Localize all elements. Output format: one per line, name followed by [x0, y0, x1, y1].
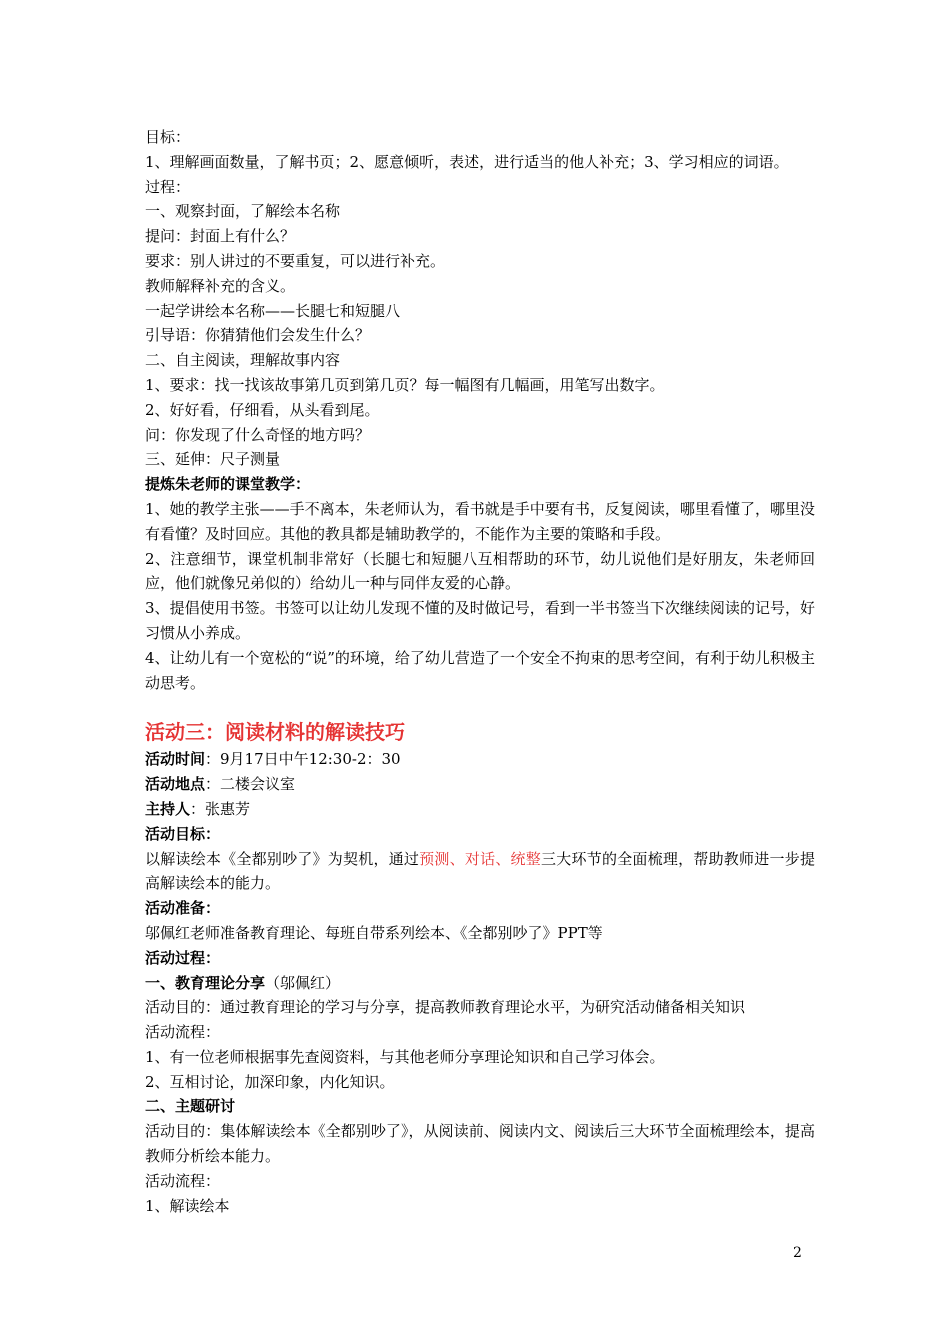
section1-step-1: 1、有一位老师根据事先查阅资料，与其他老师分享理论知识和自己学习体会。: [145, 1047, 665, 1066]
process-label: 过程：: [145, 177, 191, 196]
activity-place: [145, 772, 815, 797]
activity-goal-text: [145, 847, 815, 897]
section1-step-2: 2、互相讨论，加深印象，内化知识。: [145, 1072, 395, 1091]
summary-item-2: 2、注意细节，课堂机制非常好（长腿七和短腿八互相帮助的环节，幼儿说他们是好朋友，朱老师回应，他们就像兄弟似的）给幼儿一种与同伴友爱的心静。: [145, 549, 815, 593]
summary-item-1: 1、她的教学主张——手不离本，朱老师认为，看书就是手中要有书，反复阅读，哪里看懂了，哪里没有看懂？及时回应。其他的教具都是辅助教学的，不能作为主要的策略和手段。: [145, 499, 815, 543]
step2-title: 二、自主阅读，理解故事内容: [145, 351, 341, 370]
step3-title: 三、延伸：尺子测量: [145, 450, 281, 469]
activity-goal-post: 三大环节的全面梳理，帮助教师进一步提高解读绘本的能力。: [145, 849, 815, 893]
summary-item-4: 4、让幼儿有一个宽松的“说”的环境，给了幼儿营造了一个安全不拘束的思考空间，有利于幼儿积极主动思考。: [145, 648, 815, 692]
activity-host-value: ：张惠芳: [190, 799, 251, 818]
activity3-title: 活动三：阅读材料的解读技巧: [145, 720, 405, 745]
section1-title: 一、教育理论分享: [145, 973, 266, 992]
section1-flow-label: 活动流程：: [145, 1023, 221, 1042]
step1-title: 一、观察封面，了解绘本名称: [145, 202, 341, 221]
activity-goal-label: 活动目标：: [145, 824, 221, 843]
activity-place-label: 活动地点: [145, 775, 206, 794]
section1-host: （邬佩红）: [265, 973, 341, 992]
goal-label: 目标：: [145, 128, 191, 146]
activity-place-value: ：二楼会议室: [205, 775, 296, 794]
section2-flow-label: 活动流程：: [145, 1171, 221, 1190]
activity-time-value: ：9月17日中午12:30-2：30: [205, 750, 401, 769]
activity-host: [145, 797, 815, 822]
step2-item-2: 2、好好看，仔细看，从头看到尾。: [145, 400, 380, 419]
step2-item-1: 1、要求：找一找该故事第几页到第几页？每一幅图有几幅画，用笔写出数字。: [145, 375, 665, 394]
step2-question: 问：你发现了什么奇怪的地方吗？: [145, 425, 371, 444]
teacher-explain: 教师解释补充的含义。: [145, 276, 296, 295]
summary-title: 提炼朱老师的课堂教学：: [145, 475, 311, 494]
question-1: 提问：封面上有什么？: [145, 227, 296, 246]
activity-goal-pre: 以解读绘本《全都别吵了》为契机，通过: [145, 849, 420, 868]
activity-prep-heading: [145, 896, 815, 921]
goal-text: 1、理解画面数量，了解书页；2、愿意倾听，表述，进行适当的他人补充；3、学习相应的词语。: [145, 152, 789, 171]
activity-goal-highlight: 预测、对话、统整: [419, 849, 542, 868]
requirement-1: 要求：别人讲过的不要重复，可以进行补充。: [145, 251, 446, 270]
section1-purpose: 活动目的：通过教育理论的学习与分享，提高教师教育理论水平，为研究活动储备相关知识: [145, 998, 746, 1017]
activity-prep-colon: ：: [205, 899, 221, 918]
section2-purpose: 活动目的：集体解读绘本《全都别吵了》，从阅读前、阅读内文、阅读后三大环节全面梳理绘本，提高教师分析绘本能力。: [145, 1122, 815, 1166]
section2-title: 二、主题研讨: [145, 1097, 236, 1116]
document-body: [145, 125, 815, 1218]
activity-process-label: 活动过程：: [145, 948, 221, 967]
book-name-line: 一起学讲绘本名称——长腿七和短腿八: [145, 301, 401, 320]
activity-host-label: 主持人: [145, 799, 191, 818]
activity-prep-label: 活动准备: [145, 899, 206, 918]
section2-step-1: 1、解读绘本: [145, 1196, 230, 1215]
guide-line: 引导语：你猜猜他们会发生什么？: [145, 326, 371, 345]
section1-heading: [145, 971, 815, 996]
activity-time-label: 活动时间: [145, 750, 206, 769]
page-number: 2: [793, 1245, 802, 1261]
summary-item-3: 3、提倡使用书签。书签可以让幼儿发现不懂的及时做记号，看到一半书签当下次继续阅读的记号，好习惯从小养成。: [145, 599, 815, 642]
activity-time: [145, 747, 815, 772]
activity-prep-text: 邬佩红老师准备教育理论、每班自带系列绘本、《全都别吵了》PPT等: [145, 923, 603, 942]
